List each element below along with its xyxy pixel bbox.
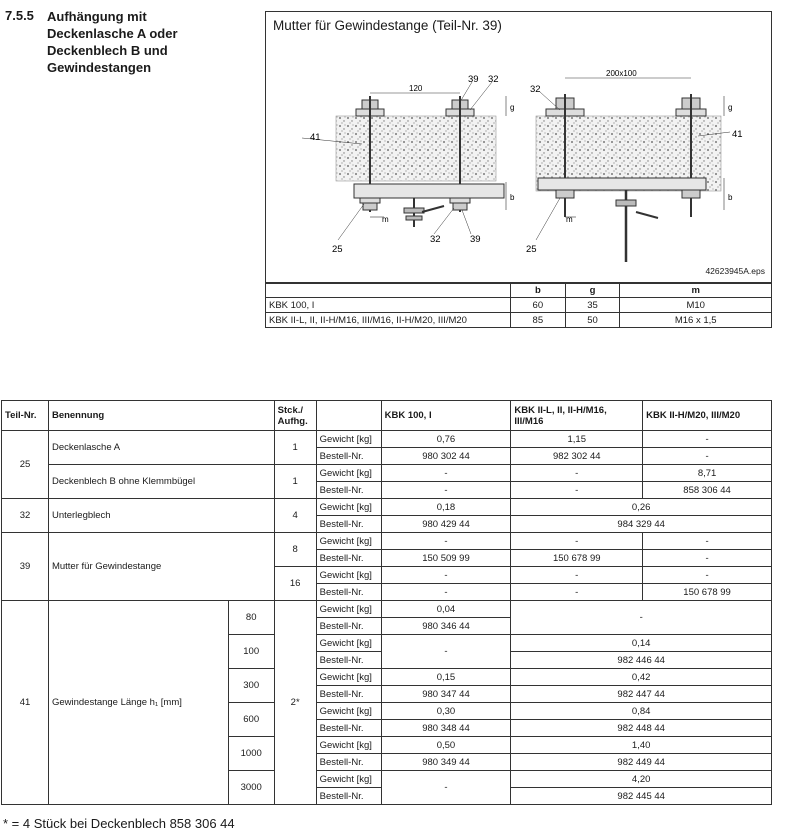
cell: 150 678 99 <box>643 584 772 601</box>
label-bestell: Bestell-Nr. <box>316 482 381 499</box>
cell: 1,40 <box>511 737 772 754</box>
label-bestell: Bestell-Nr. <box>316 754 381 771</box>
dim-cell: M16 x 1,5 <box>620 313 772 328</box>
cell: 0,04 <box>381 601 511 618</box>
cell: 982 449 44 <box>511 754 772 771</box>
cell: - <box>511 465 643 482</box>
part-qty: 16 <box>274 567 316 601</box>
figure-box <box>265 11 772 283</box>
cell: - <box>643 431 772 448</box>
label-39: 39 <box>468 74 479 85</box>
cell: 980 346 44 <box>381 618 511 635</box>
cell: 982 445 44 <box>511 788 772 805</box>
dim-cell: 60 <box>511 298 566 313</box>
cell: - <box>381 465 511 482</box>
table-row <box>2 533 772 550</box>
mounting-drawing <box>266 12 771 282</box>
cell: 982 446 44 <box>511 652 772 669</box>
dim-200x100: 200x100 <box>606 69 637 78</box>
label-bestell: Bestell-Nr. <box>316 652 381 669</box>
length-cell: 3000 <box>228 771 274 805</box>
cell: - <box>511 584 643 601</box>
label-32: 32 <box>488 74 499 85</box>
cell: - <box>643 448 772 465</box>
cell: 980 347 44 <box>381 686 511 703</box>
label-bestell: Bestell-Nr. <box>316 686 381 703</box>
dim-cell: KBK 100, I <box>266 298 511 313</box>
label-gewicht: Gewicht [kg] <box>316 499 381 516</box>
cell: - <box>511 533 643 550</box>
cell: 0,84 <box>511 703 772 720</box>
cell: 0,26 <box>511 499 772 516</box>
part-number-39: 39 <box>2 533 49 601</box>
cell: 8,71 <box>643 465 772 482</box>
part-qty: 1 <box>274 431 316 465</box>
label-41-right: 41 <box>732 129 743 140</box>
label-gewicht: Gewicht [kg] <box>316 601 381 618</box>
label-m: m <box>382 215 389 224</box>
header-stck: Stck./ Aufhg. <box>274 401 316 431</box>
label-bestell: Bestell-Nr. <box>316 720 381 737</box>
cell: 984 329 44 <box>511 516 772 533</box>
cell: 150 509 99 <box>381 550 511 567</box>
cell: 980 348 44 <box>381 720 511 737</box>
label-41: 41 <box>310 132 321 143</box>
dim-cell: M10 <box>620 298 772 313</box>
label-m-right: m <box>566 215 573 224</box>
cell: 0,76 <box>381 431 511 448</box>
dim-header-g: g <box>565 284 620 298</box>
label-g-right: g <box>728 103 733 112</box>
dim-cell: 85 <box>511 313 566 328</box>
cell: 0,42 <box>511 669 772 686</box>
cell: 980 349 44 <box>381 754 511 771</box>
length-cell: 300 <box>228 669 274 703</box>
cell: - <box>511 482 643 499</box>
cell: - <box>643 533 772 550</box>
label-gewicht: Gewicht [kg] <box>316 567 381 584</box>
table-row <box>2 431 772 448</box>
cell: 0,14 <box>511 635 772 652</box>
label-b-right: b <box>728 193 733 202</box>
cell: 0,30 <box>381 703 511 720</box>
dim-cell: KBK II-L, II, II-H/M16, III/M16, II-H/M20, III/M20 <box>266 313 511 328</box>
label-39-bottom: 39 <box>470 234 481 245</box>
cell: - <box>643 567 772 584</box>
label-gewicht: Gewicht [kg] <box>316 737 381 754</box>
header-kbk3: KBK II-H/M20, III/M20 <box>643 401 772 431</box>
cell: - <box>381 584 511 601</box>
label-gewicht: Gewicht [kg] <box>316 465 381 482</box>
part-name: Deckenlasche A <box>48 431 274 465</box>
dim-cell: 35 <box>565 298 620 313</box>
part-name: Unterlegblech <box>48 499 274 533</box>
table-row <box>266 298 772 313</box>
footnote: * = 4 Stück bei Deckenblech 858 306 44 <box>3 816 235 831</box>
label-gewicht: Gewicht [kg] <box>316 669 381 686</box>
length-cell: 100 <box>228 635 274 669</box>
part-qty: 2* <box>274 601 316 805</box>
part-number-32: 32 <box>2 499 49 533</box>
cell: 982 448 44 <box>511 720 772 737</box>
cell: - <box>511 567 643 584</box>
cell: 150 678 99 <box>511 550 643 567</box>
cell: - <box>381 771 511 805</box>
dim-header-blank <box>266 284 511 298</box>
header-teil-nr: Teil-Nr. <box>2 401 49 431</box>
header-benennung: Benennung <box>48 401 274 431</box>
label-gewicht: Gewicht [kg] <box>316 635 381 652</box>
part-name: Gewindestange Länge h₁ [mm] <box>48 601 228 805</box>
label-gewicht: Gewicht [kg] <box>316 533 381 550</box>
figure-id: 42623945A.eps <box>705 266 765 276</box>
label-bestell: Bestell-Nr. <box>316 788 381 805</box>
label-gewicht: Gewicht [kg] <box>316 771 381 788</box>
cell: 982 302 44 <box>511 448 643 465</box>
cell: 0,50 <box>381 737 511 754</box>
length-cell: 1000 <box>228 737 274 771</box>
figure-title: Mutter für Gewindestange (Teil-Nr. 39) <box>273 18 502 33</box>
label-gewicht: Gewicht [kg] <box>316 431 381 448</box>
part-name: Deckenblech B ohne Klemmbügel <box>48 465 274 499</box>
cell: 980 302 44 <box>381 448 511 465</box>
part-number-25: 25 <box>2 431 49 499</box>
label-bestell: Bestell-Nr. <box>316 550 381 567</box>
dim-header-m: m <box>620 284 772 298</box>
label-bestell: Bestell-Nr. <box>316 448 381 465</box>
label-32-bottom: 32 <box>430 234 441 245</box>
cell: - <box>511 601 772 635</box>
dim-cell: 50 <box>565 313 620 328</box>
cell: - <box>381 533 511 550</box>
label-g: g <box>510 103 515 112</box>
cell: - <box>381 635 511 669</box>
cell: 982 447 44 <box>511 686 772 703</box>
part-qty: 8 <box>274 533 316 567</box>
length-cell: 80 <box>228 601 274 635</box>
cell: - <box>381 567 511 584</box>
part-number-41: 41 <box>2 601 49 805</box>
table-row <box>2 465 772 482</box>
label-25-right: 25 <box>526 244 537 255</box>
cell: 0,18 <box>381 499 511 516</box>
cell: 980 429 44 <box>381 516 511 533</box>
table-row <box>266 313 772 328</box>
parts-table <box>1 400 772 805</box>
label-32-right: 32 <box>530 84 541 95</box>
table-row <box>2 499 772 516</box>
label-25: 25 <box>332 244 343 255</box>
cell: - <box>643 550 772 567</box>
part-qty: 4 <box>274 499 316 533</box>
label-bestell: Bestell-Nr. <box>316 584 381 601</box>
table-row <box>2 601 772 618</box>
label-bestell: Bestell-Nr. <box>316 618 381 635</box>
header-kbk100: KBK 100, I <box>381 401 511 431</box>
part-qty: 1 <box>274 465 316 499</box>
cell: 4,20 <box>511 771 772 788</box>
dim-header-b: b <box>511 284 566 298</box>
dim-120: 120 <box>409 84 423 93</box>
label-bestell: Bestell-Nr. <box>316 516 381 533</box>
cell: 0,15 <box>381 669 511 686</box>
cell: 1,15 <box>511 431 643 448</box>
section-number: 7.5.5 <box>5 8 34 23</box>
dimension-table <box>265 283 772 328</box>
cell: 858 306 44 <box>643 482 772 499</box>
section-title: Aufhängung mit Deckenlasche A oder Deckenblech B und Gewindestangen <box>47 9 178 75</box>
header-blank <box>316 401 381 431</box>
label-b: b <box>510 193 515 202</box>
cell: - <box>381 482 511 499</box>
part-name: Mutter für Gewindestange <box>48 533 274 601</box>
length-cell: 600 <box>228 703 274 737</box>
header-kbk2: KBK II-L, II, II-H/M16, III/M16 <box>511 401 643 431</box>
label-gewicht: Gewicht [kg] <box>316 703 381 720</box>
